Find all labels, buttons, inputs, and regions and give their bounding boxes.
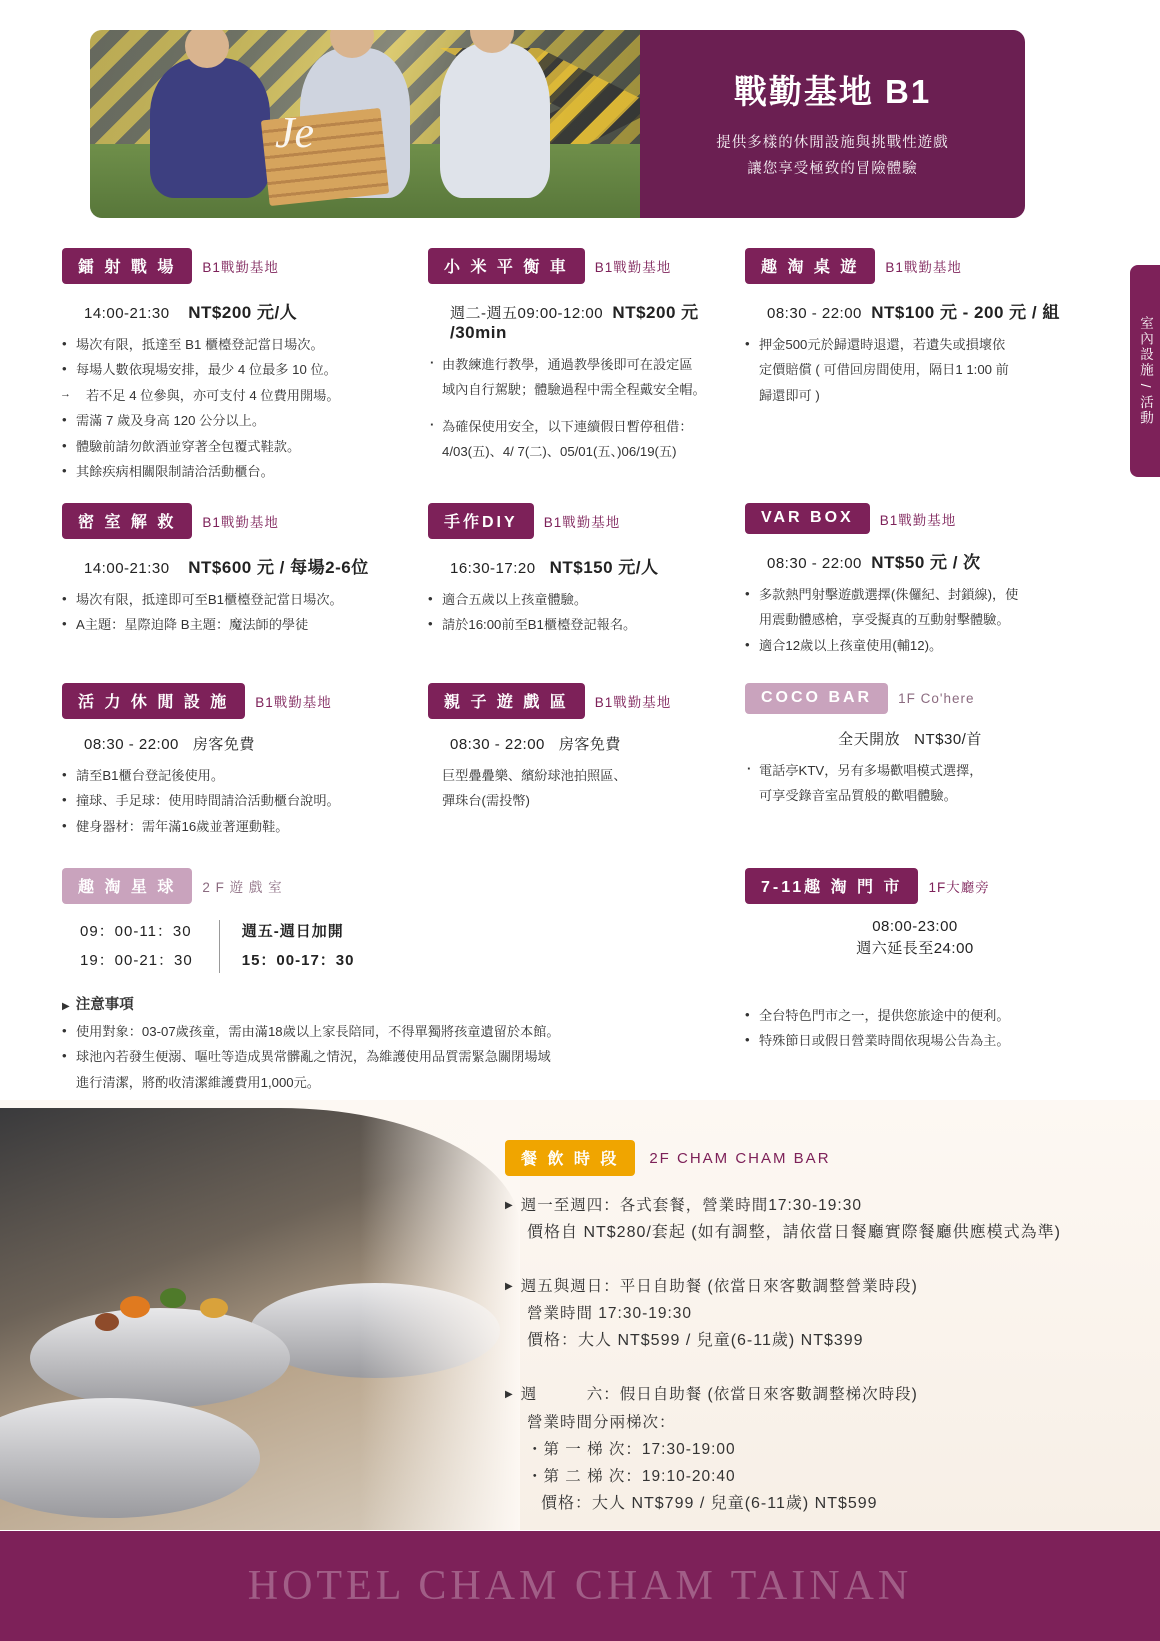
facility-block-laser-arena bbox=[62, 248, 412, 486]
fun-planet-time: 19：00-21：30 bbox=[80, 951, 193, 969]
facility-header bbox=[62, 868, 682, 904]
facility-notes bbox=[745, 759, 1075, 809]
dining-item-line: 價格：大人 NT$599 / 兒童(6-11歲) NT$399 bbox=[527, 1332, 864, 1350]
facility-tag: 趣 淘 星 球 bbox=[62, 868, 192, 904]
facility-hours-value: 08:30 - 22:00 bbox=[767, 555, 862, 572]
fun-planet-weekend-time: 15：00-17：30 bbox=[241, 951, 355, 969]
dining-items bbox=[505, 1192, 1125, 1530]
facility-note: • 撞球、手足球：使用時間請洽活動櫃台說明。 bbox=[62, 789, 412, 813]
facility-header bbox=[745, 248, 1065, 284]
facility-note: • 多款熱門射擊遊戲選擇(侏儸紀、封鎖線)，使 bbox=[745, 583, 1075, 607]
facility-location: B1戰勤基地 bbox=[594, 695, 672, 710]
facility-note: · 電話亭KTV，另有多場歡唱模式選擇， bbox=[745, 759, 1075, 783]
facility-hours-extended bbox=[745, 937, 1085, 958]
facility-notes bbox=[62, 333, 412, 485]
dining-item-line: 價格自 NT$280/套起 (如有調整，請依當日餐廳實際餐廳供應模式為準) bbox=[527, 1224, 1061, 1242]
facility-note: 定價賠償 ( 可借回房間使用，隔日1 1:00 前 bbox=[759, 362, 1009, 378]
hero-subtitle-line-1: 提供多樣的休閒設施與挑戰性遊戲 bbox=[716, 135, 949, 152]
facility-header bbox=[745, 503, 1075, 534]
facility-note: • 請於16:00前至B1櫃檯登記報名。 bbox=[428, 613, 748, 637]
facility-notes bbox=[62, 764, 412, 839]
facility-block-handmade-diy bbox=[428, 503, 748, 639]
facility-note: • 適合12歲以上孩童使用(輔12)。 bbox=[745, 634, 1075, 658]
facility-hours bbox=[767, 548, 1075, 573]
dining-photo-food-4 bbox=[95, 1313, 119, 1331]
facility-header bbox=[62, 683, 412, 719]
facility-hours-extended-value: 週六延長至24:00 bbox=[856, 940, 974, 957]
dining-item bbox=[505, 1192, 1125, 1247]
facility-hours bbox=[745, 728, 1075, 749]
hero-photo-watermark: Je bbox=[275, 108, 315, 157]
caution-note: 進行清潔，將酌收清潔維護費用1,000元。 bbox=[76, 1074, 320, 1090]
caution-note: • 使用對象：03-07歲孩童，需由滿18歲以上家長陪同，不得單獨將孩童遺留於本館。 bbox=[62, 1020, 682, 1044]
facility-hours bbox=[745, 918, 1085, 935]
facility-tag: 趣 淘 桌 遊 bbox=[745, 248, 875, 284]
dining-photo-tray-1 bbox=[30, 1308, 290, 1408]
facility-block-leisure-facilities bbox=[62, 683, 412, 840]
hero-banner bbox=[90, 30, 1025, 218]
facility-notes bbox=[428, 764, 748, 814]
facility-location: 2 F 遊 戲 室 bbox=[202, 880, 283, 895]
hero-subtitle-line-2: 讓您享受極致的冒險體驗 bbox=[747, 160, 918, 177]
dining-item-lead: ▶ 週一至週四：各式套餐，營業時間17:30-19:30 bbox=[505, 1197, 862, 1214]
facility-notes bbox=[745, 333, 1065, 408]
facility-note: • 體驗前請勿飲酒並穿著全包覆式鞋款。 bbox=[62, 435, 412, 459]
facility-price: 房客免費 bbox=[558, 736, 621, 753]
facility-price: NT$600 元 / 每場2-6位 bbox=[188, 558, 369, 577]
facility-note: · 由教練進行教學，通過教學後即可在設定區 bbox=[428, 353, 748, 377]
facility-hours bbox=[84, 553, 412, 578]
dining-item-line: ・第 一 梯 次：17:30-19:00 bbox=[527, 1440, 736, 1458]
facility-price: NT$100 元 - 200 元 / 組 bbox=[871, 303, 1060, 322]
dining-photo bbox=[0, 1108, 520, 1530]
facility-tag: COCO BAR bbox=[745, 683, 888, 714]
facility-notes bbox=[745, 1004, 1085, 1054]
fun-planet-schedule-weekday bbox=[80, 918, 193, 975]
facility-header bbox=[62, 503, 412, 539]
page-title: 戰勤基地 B1 bbox=[733, 73, 932, 111]
facility-note: • 全台特色門市之一，提供您旅途中的便利。 bbox=[745, 1004, 1085, 1028]
facility-note-spacer bbox=[428, 404, 748, 414]
facility-location: B1戰勤基地 bbox=[885, 260, 962, 275]
facility-block-fun-planet bbox=[62, 868, 682, 1122]
facility-notes bbox=[745, 583, 1075, 658]
dining-location: 2F CHAM CHAM BAR bbox=[649, 1149, 831, 1167]
facility-block-xiaomi-balance-car bbox=[428, 248, 748, 466]
facility-hours-value: 週二-週五09:00-12:00 bbox=[450, 305, 604, 322]
facility-note: · 為確保使用安全，以下連續假日暫停租借： bbox=[428, 415, 748, 439]
dining-photo-food-3 bbox=[200, 1298, 228, 1318]
hero-photo-person-3 bbox=[440, 43, 550, 198]
dining-item-line: 價格：大人 NT$799 / 兒童(6-11歲) NT$599 bbox=[541, 1494, 878, 1512]
facility-block-family-play-area bbox=[428, 683, 748, 815]
facility-note: • 場次有限，抵達即可至B1櫃檯登記當日場次。 bbox=[62, 588, 412, 612]
fun-planet-schedule bbox=[80, 918, 682, 975]
facility-header bbox=[428, 683, 748, 719]
fun-planet-weekend-label: 週五-週日加開 bbox=[241, 923, 344, 940]
dining-header bbox=[505, 1140, 831, 1176]
facility-note: 歸還即可 ) bbox=[759, 387, 820, 403]
facility-price: NT$50 元 / 次 bbox=[871, 553, 981, 572]
facility-hours-value: 08:30 - 22:00 bbox=[450, 736, 545, 753]
facility-price: NT$200 元 /30min bbox=[450, 303, 699, 342]
facility-price: NT$30/首 bbox=[914, 731, 982, 748]
facility-hours bbox=[767, 298, 1065, 323]
facility-hours-value: 08:30 - 22:00 bbox=[767, 305, 862, 322]
side-tab-indoor-facilities: 室內設施 / 活動 bbox=[1130, 265, 1160, 477]
facility-price: NT$200 元/人 bbox=[188, 303, 298, 322]
hero-text bbox=[640, 30, 1025, 218]
facility-block-escape-room bbox=[62, 503, 412, 639]
facility-hours bbox=[450, 733, 748, 754]
facility-location: B1戰勤基地 bbox=[202, 515, 279, 530]
facility-header bbox=[745, 868, 1085, 904]
facility-hours bbox=[84, 298, 412, 323]
facility-tag: VAR BOX bbox=[745, 503, 870, 534]
facility-tag: 7-11趣 淘 門 市 bbox=[745, 868, 918, 904]
facility-hours bbox=[84, 733, 412, 754]
facility-hours-value: 16:30-17:20 bbox=[450, 560, 536, 577]
dining-photo-fade bbox=[360, 1108, 520, 1530]
dining-item-lead: ▶ 週五與週日：平日自助餐 (依當日來客數調整營業時段) bbox=[505, 1278, 918, 1295]
facility-header bbox=[62, 248, 412, 284]
facility-tag: 手作DIY bbox=[428, 503, 534, 539]
facility-note: • A主題：星際迫降 B主題：魔法師的學徒 bbox=[62, 613, 412, 637]
dining-photo-tray-3 bbox=[0, 1398, 260, 1518]
facility-note: • 押金500元於歸還時退還，若遺失或損壞依 bbox=[745, 333, 1065, 357]
facility-note: → 若不足 4 位參與，亦可支付 4 位費用開場。 bbox=[62, 384, 412, 408]
facility-note: • 需滿 7 歲及身高 120 公分以上。 bbox=[62, 409, 412, 433]
facility-note: • 適合五歲以上孩童體驗。 bbox=[428, 588, 748, 612]
facility-note: • 其餘疾病相關限制請洽活動櫃台。 bbox=[62, 460, 412, 484]
facility-hours bbox=[450, 298, 748, 343]
facility-block-var-box bbox=[745, 503, 1075, 659]
facility-notes bbox=[428, 353, 748, 465]
dining-item-line: 營業時間分兩梯次： bbox=[527, 1413, 676, 1431]
facility-note: • 每場人數依現場安排，最少 4 位最多 10 位。 bbox=[62, 358, 412, 382]
dining-item bbox=[505, 1381, 1125, 1518]
dining-item bbox=[505, 1273, 1125, 1355]
dining-item-lead: ▶ 週 六：假日自助餐 (依當日來客數調整梯次時段) bbox=[505, 1386, 918, 1403]
facility-hours-value: 全天開放 bbox=[838, 731, 901, 748]
fun-planet-time: 09：00-11：30 bbox=[80, 923, 192, 940]
facility-location: 1F大廳旁 bbox=[928, 880, 990, 895]
hero-photo bbox=[90, 30, 640, 218]
facility-header bbox=[745, 683, 1075, 714]
facility-header bbox=[428, 248, 748, 284]
facility-location: B1戰勤基地 bbox=[255, 695, 332, 710]
facility-note: 彈珠台(需投幣) bbox=[442, 793, 530, 809]
brand-name: HOTEL CHAM CHAM TAINAN bbox=[247, 1563, 913, 1609]
hero-photo-person-1 bbox=[150, 58, 270, 198]
facility-tag: 鐳 射 戰 場 bbox=[62, 248, 192, 284]
facility-header bbox=[428, 503, 748, 539]
facility-location: B1戰勤基地 bbox=[879, 512, 957, 528]
facility-note: 用震動體感槍，享受擬真的互動射擊體驗。 bbox=[759, 612, 1010, 628]
facility-hours-value: 08:30 - 22:00 bbox=[84, 736, 179, 753]
dining-tag: 餐 飲 時 段 bbox=[505, 1140, 635, 1176]
facility-note: • 請至B1櫃台登記後使用。 bbox=[62, 764, 412, 788]
facility-location: B1戰勤基地 bbox=[543, 515, 621, 530]
facility-tag: 小 米 平 衡 車 bbox=[428, 248, 585, 284]
dining-photo-food-2 bbox=[160, 1288, 186, 1308]
facility-block-board-games bbox=[745, 248, 1065, 409]
facility-note: 巨型疊疊樂、繽紛球池拍照區、 bbox=[442, 768, 627, 783]
footer-bar bbox=[0, 1531, 1160, 1641]
facility-hours bbox=[450, 553, 748, 578]
dining-section bbox=[0, 1100, 1160, 1530]
facility-tag: 活 力 休 閒 設 施 bbox=[62, 683, 245, 719]
dining-photo-food-1 bbox=[120, 1296, 150, 1318]
facility-notes bbox=[62, 588, 412, 638]
schedule-divider bbox=[219, 920, 220, 973]
facility-hours-value: 08:00-23:00 bbox=[872, 918, 958, 935]
facility-hours-value: 14:00-21:30 bbox=[84, 560, 170, 577]
facility-location: B1戰勤基地 bbox=[594, 260, 672, 275]
facility-note: 可享受錄音室品質般的歡唱體驗。 bbox=[759, 788, 957, 804]
caution-note: • 球池內若發生便溺、嘔吐等造成異常髒亂之情況，為維護使用品質需緊急關閉場域 bbox=[62, 1045, 682, 1069]
facility-tag: 親 子 遊 戲 區 bbox=[428, 683, 585, 719]
facility-block-coco-bar bbox=[745, 683, 1075, 810]
dining-item-line: 營業時間 17:30-19:30 bbox=[527, 1305, 693, 1323]
facility-location: B1戰勤基地 bbox=[202, 260, 279, 275]
facility-price: 房客免費 bbox=[192, 736, 255, 753]
caution-title: ▶ 注意事項 bbox=[62, 993, 682, 1014]
dining-item-line: ・第 二 梯 次：19:10-20:40 bbox=[527, 1467, 736, 1485]
facility-note: • 健身器材：需年滿16歲並著運動鞋。 bbox=[62, 815, 412, 839]
facility-price: NT$150 元/人 bbox=[549, 558, 659, 577]
fun-planet-schedule-weekend bbox=[242, 918, 355, 975]
facility-hours-value: 14:00-21:30 bbox=[84, 305, 170, 322]
facility-note: • 場次有限，抵達至 B1 櫃檯登記當日場次。 bbox=[62, 333, 412, 357]
facility-note: 4/03(五)、4/ 7(二)、05/01(五、)06/19(五) bbox=[442, 444, 677, 460]
hero-subtitle bbox=[716, 131, 949, 182]
facility-notes bbox=[428, 588, 748, 638]
facility-block-seven-eleven bbox=[745, 868, 1085, 1055]
facility-note: • 特殊節日或假日營業時間依現場公告為主。 bbox=[745, 1029, 1085, 1053]
facility-note: 域內自行駕駛；體驗過程中需全程戴安全帽。 bbox=[442, 382, 706, 398]
facility-location: 1F Co'here bbox=[898, 691, 975, 706]
facility-tag: 密 室 解 救 bbox=[62, 503, 192, 539]
